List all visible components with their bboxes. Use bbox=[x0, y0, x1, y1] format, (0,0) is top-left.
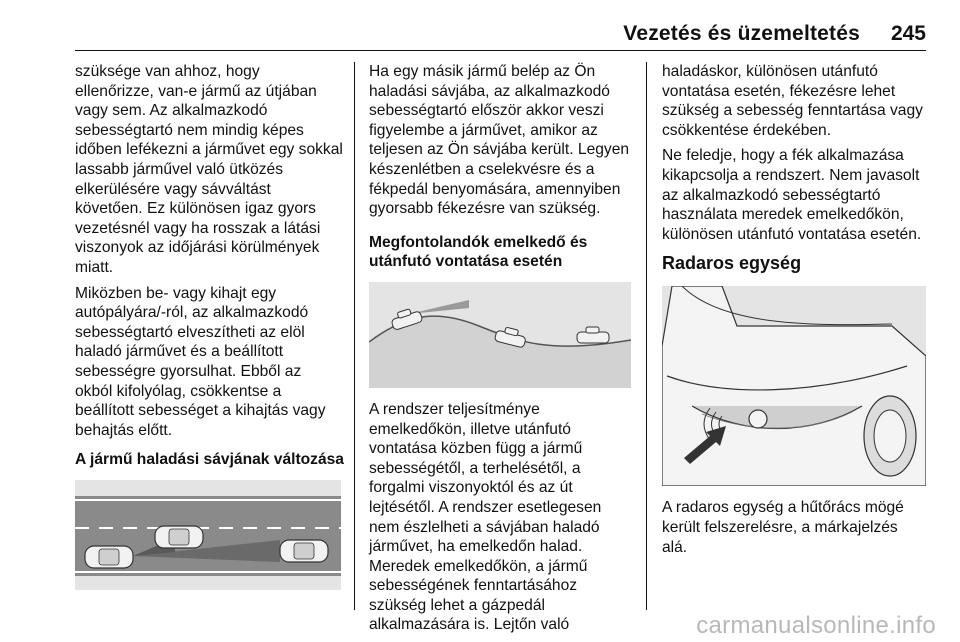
col3-paragraph-1: haladáskor, különösen utánfutó vontatása esetén, fékezésre lehet szükség a sebesség fenntartása vagy csökkentése érdekében. bbox=[662, 63, 923, 139]
lane-change-illustration bbox=[75, 480, 341, 590]
column-1 bbox=[75, 62, 347, 590]
col2-paragraph-1: Ha egy másik jármű belép az Ön haladási sávjába, az alkalmazkodó sebességtartó először akkor veszi figyelembe a járművet, amikor az teljesen az Ön sávjába került. Legyen készenlétben a cselekvésre és a fékpedál benyomására, amennyiben gyorsabb fékezésre van szükség. bbox=[369, 63, 630, 218]
col3-paragraph-2: Ne feledje, hogy a fék alkalmazása kikapcsolja a rendszert. Nem javasolt az alkalmazkodó sebességtartó használata meredek emelkedőkön, különösen utánfutó vontatása esetén. bbox=[662, 147, 922, 243]
col3-paragraph-3: A radaros egység a hűtőrács mögé került felszerelésre, a márkajelzés alá. bbox=[662, 499, 904, 556]
hill-illustration bbox=[369, 282, 631, 388]
col1-paragraph-1: szüksége van ahhoz, hogy ellenőrizze, van-e jármű az útjában vagy sem. Az alkalmazkodó sebességtartó nem mindig képes időben lefékezni a járművet egy sokkal lassabb járművel való ütközés elkerülésére vagy sávváltást követően. Ez különösen igaz gyors vezetésnél vagy ha rosszak a látási viszonyok az időjárási körülmények miatt. bbox=[75, 63, 343, 276]
page-number: 245 bbox=[890, 22, 926, 45]
col2-heading-slopes-trailer: Megfontolandók emelkedő és utánfutó vontatása esetén bbox=[369, 233, 588, 271]
column-divider-left bbox=[354, 62, 355, 610]
col1-paragraph-2: Miközben be- vagy kihajt egy autópályára/-ról, az alkalmazkodó sebességtartó elveszítheti az elöl haladó járművet és a beállított sebességre gyorsulhat. Ebből az okból kifolyólag, csökkentse a beállított sebességet a kihajtás vagy behajtás előtt. bbox=[75, 284, 326, 439]
page-header-title: Vezetés és üzemeltetés bbox=[623, 22, 860, 45]
column-3 bbox=[662, 62, 930, 563]
watermark: carmanualsonline.info bbox=[696, 612, 936, 639]
col2-paragraph-2: A rendszer teljesítménye emelkedőkön, illetve utánfutó vontatása közben függ a jármű sebességétől, a terhelésétől, a forgalmi viszonyoktól és az út lejtésétől. A rendszer esetlegesen nem észlelheti a sávjában haladó járművet, ha emelkedőn halad. Meredek emelkedőkön, a jármű sebességének fenntartásához szükség lehet a gázpedál alkalmazására is. Lejtőn való bbox=[369, 400, 602, 634]
car-own-icon bbox=[85, 546, 133, 568]
col1-heading-lane-change: A jármű haladási sávjának változása bbox=[75, 451, 344, 469]
header-rule bbox=[75, 50, 926, 51]
car-merging-icon bbox=[155, 526, 203, 548]
car-ahead-icon bbox=[280, 540, 328, 562]
column-2 bbox=[369, 62, 637, 641]
radar-unit-illustration bbox=[662, 286, 926, 486]
col3-heading-radar: Radaros egység bbox=[662, 253, 802, 274]
column-divider-right bbox=[646, 62, 647, 610]
